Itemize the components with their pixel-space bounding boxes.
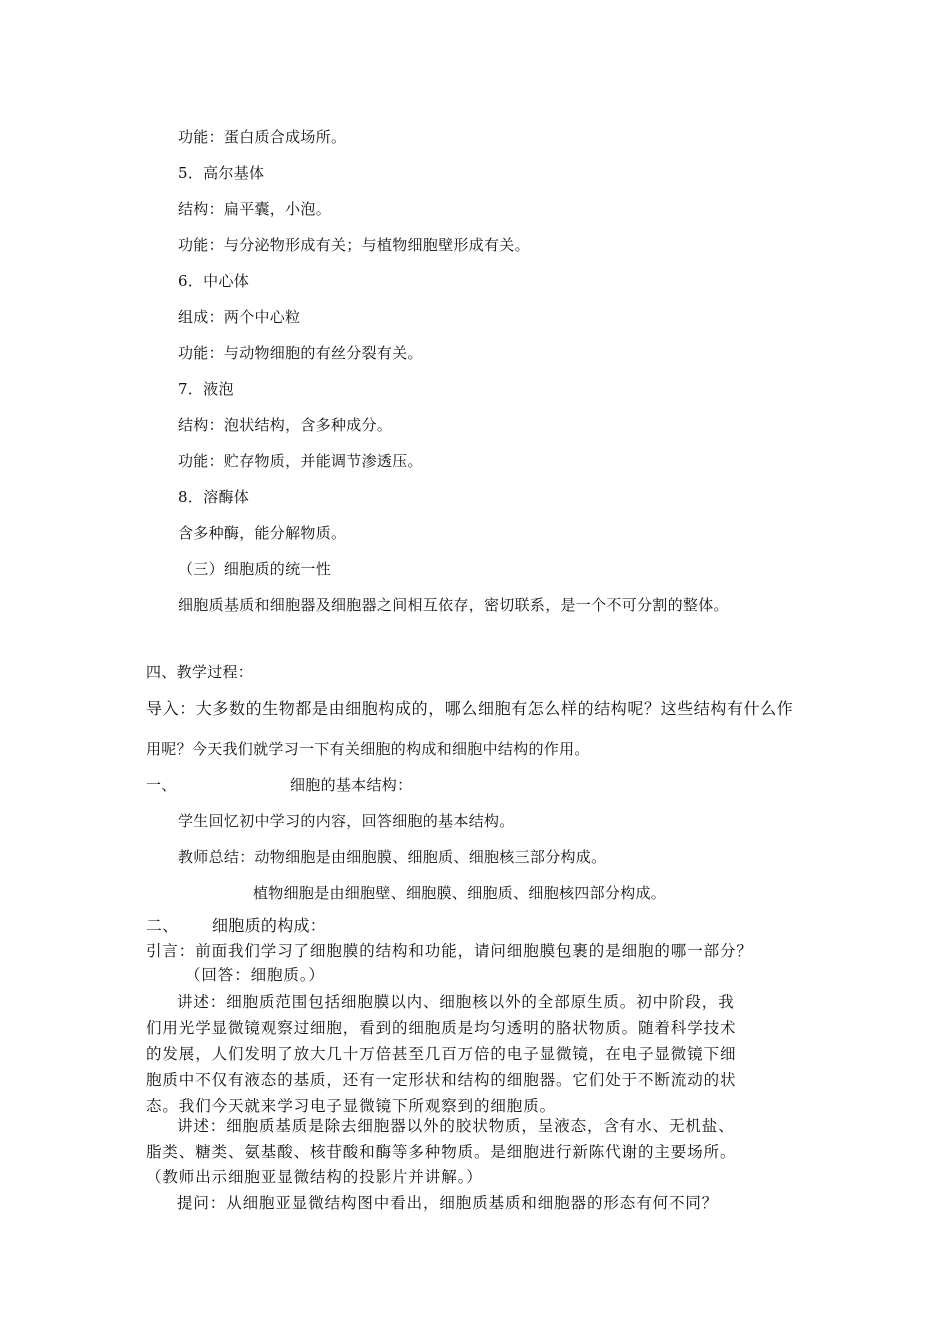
centrosome-composition-text: 组成：两个中心粒: [178, 308, 301, 326]
cytoplasm-unity-text: 细胞质基质和细胞器及细胞器之间相互依存，密切联系，是一个不可分割的整体。: [178, 596, 729, 614]
part1-title: 细胞的基本结构：: [290, 776, 413, 794]
part1-line-3: 植物细胞是由细胞壁、细胞膜、细胞质、细胞核四部分构成。: [253, 884, 667, 902]
intro-line-1: 导入：大多数的生物都是由细胞构成的，哪么细胞有怎么样的结构呢？这些结构有什么作: [146, 699, 794, 718]
centrosome-function-text: 功能：与动物细胞的有丝分裂有关。: [178, 344, 423, 362]
intro-line-2: 用呢？今天我们就学习一下有关细胞的构成和细胞中结构的作用。: [146, 740, 590, 758]
part2-line-1: 引言：前面我们学习了细胞膜的结构和功能，请问细胞膜包裹的是细胞的哪一部分？: [146, 942, 753, 960]
part2-line-6: 胞质中不仅有液态的基质，还有一定形状和结构的细胞器。它们处于不断流动的状: [146, 1071, 737, 1089]
part2-line-9: 脂类、糖类、氨基酸、核苷酸和酶等多种物质。是细胞进行新陈代谢的主要场所。: [146, 1143, 737, 1161]
part2-number: 二、: [146, 916, 179, 935]
ribosome-function-text: 功能：蛋白质合成场所。: [178, 128, 347, 146]
part2-line-5: 的发展，人们发明了放大几十万倍甚至几百万倍的电子显微镜，在电子显微镜下细: [146, 1045, 737, 1063]
part2-line-2: （回答：细胞质。）: [185, 966, 325, 984]
part1-number: 一、: [146, 776, 177, 794]
lysosome-heading: 8．溶酶体: [178, 488, 250, 506]
golgi-heading: 5．高尔基体: [178, 164, 265, 182]
vacuole-heading: 7．液泡: [178, 380, 234, 398]
part1-line-1: 学生回忆初中学习的内容，回答细胞的基本结构。: [178, 812, 515, 830]
part2-line-7: 态。我们今天就来学习电子显微镜下所观察到的细胞质。: [146, 1097, 557, 1115]
part2-title: 细胞质的构成：: [212, 916, 327, 935]
lysosome-text: 含多种酶，能分解物质。: [178, 524, 347, 542]
golgi-structure-text: 结构：扁平囊，小泡。: [178, 200, 332, 218]
vacuole-function-text: 功能：贮存物质，并能调节渗透压。: [178, 452, 423, 470]
teaching-process-heading: 四、教学过程：: [146, 663, 254, 681]
centrosome-heading: 6．中心体: [178, 272, 250, 290]
part2-line-3: 讲述：细胞质范围包括细胞膜以内、细胞核以外的全部原生质。初中阶段，我: [177, 993, 735, 1011]
part2-line-4: 们用光学显微镜观察过细胞，看到的细胞质是均匀透明的胳状物质。随着科学技术: [146, 1019, 737, 1037]
cytoplasm-unity-heading: （三）细胞质的统一性: [178, 560, 332, 578]
vacuole-structure-text: 结构：泡状结构，含多种成分。: [178, 416, 393, 434]
golgi-function-text: 功能：与分泌物形成有关；与植物细胞壁形成有关。: [178, 236, 530, 254]
part2-line-10: （教师出示细胞亚显微结构的投影片并讲解。）: [146, 1168, 483, 1186]
part2-line-8: 讲述：细胞质基质是除去细胞器以外的胶状物质，呈液态，含有水、无机盐、: [177, 1117, 735, 1135]
part2-line-11: 提问：从细胞亚显微结构图中看出，细胞质基质和细胞器的形态有何不同？: [177, 1194, 719, 1212]
part1-line-2: 教师总结：动物细胞是由细胞膜、细胞质、细胞核三部分构成。: [178, 848, 607, 866]
